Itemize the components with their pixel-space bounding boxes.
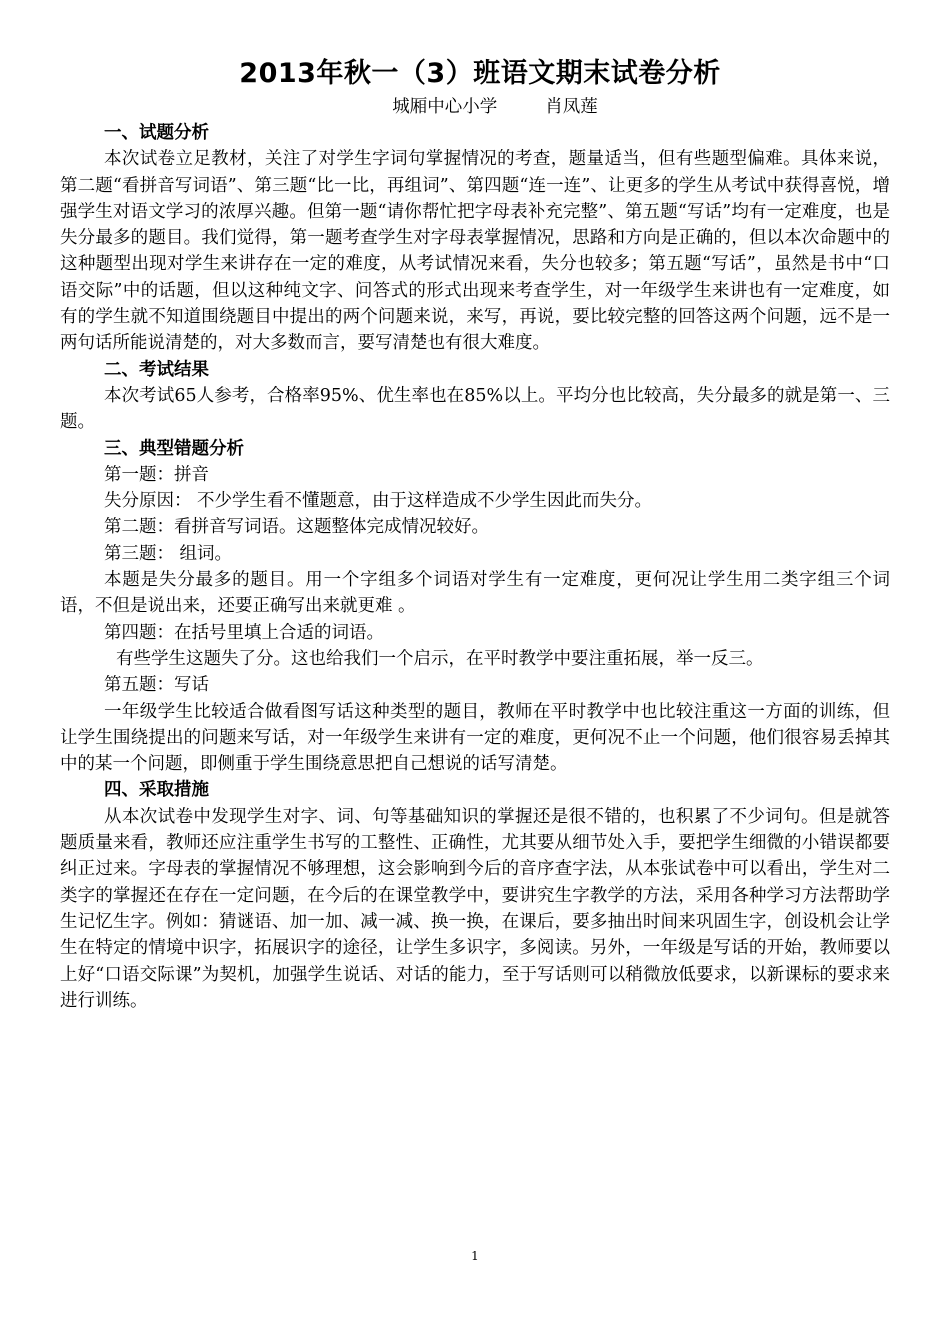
section-results-paragraph: 本次考试65人参考，合格率95%、优生率也在85%以上。平均分也比较高，失分最多的就是第一、三题。 [60, 385, 890, 433]
section-heading-measures: 四、采取措施 [104, 780, 209, 801]
section-heading-analysis: 一、试题分析 [104, 123, 209, 143]
question-3-title: 第三题： 组词。 [104, 543, 233, 564]
school-name: 城厢中心小学 [392, 97, 498, 117]
section-heading-errors: 三、典型错题分析 [104, 438, 244, 459]
question-5-title: 第五题：写话 [104, 675, 209, 696]
page-number: 1 [471, 1249, 479, 1263]
question-4-title: 第四题：在括号里填上合适的词语。 [104, 622, 384, 643]
question-5-paragraph: 一年级学生比较适合做看图写话这种类型的题目，教师在平时教学中也比较注重这一方面的训练，但让学生围绕提出的问题来写话，对一年级学生来讲有一定的难度，更何况不止一个问题，他们很容易丢掉其中的某一个问题，即侧重于学生围绕意思把自己想说的话写清楚。 [60, 701, 890, 775]
question-4-paragraph: 有些学生这题失了分。这也给我们一个启示，在平时教学中要注重拓展，举一反三。 [116, 648, 764, 669]
question-2-title: 第二题：看拼音写词语。这题整体完成情况较好。 [104, 517, 489, 538]
section-heading-results: 二、考试结果 [104, 359, 209, 380]
section-analysis-paragraph: 本次试卷立足教材，关注了对学生字词句掌握情况的考查，题量适当，但有些题型偏难。具体来说，第二题“看拼音写词语”、第三题“比一比，再组词”、第四题“连一连”、让更多的学生从考试中获得喜悦，增强学生对语文学习的浓厚兴趣。但第一题“请你帮忙把字母表补充完整”、第五题“写话”均有一定难度，也是失分最多的题目。我们觉得，第一题考查学生对字母表掌握情况，思路和方向是正确的，但以本次命题中的这种题型出现对学生来讲存在一定的难度，从考试情况来看，失分也较多；第五题“写话”，虽然是书中“口语交际”中的话题，但以这种纯文字、问答式的形式出现来考查学生，对一年级学生来讲也有一定难度，如有的学生就不知道围绕题目中提出的两个问题来说，来写，再说，要比较完整的回答这两个问题，远不是一两句话所能说清楚的，对大多数而言，要写清楚也有很大难度。 [60, 149, 890, 354]
section-measures-paragraph: 从本次试卷中发现学生对字、词、句等基础知识的掌握还是很不错的，也积累了不少词句。但是就答题质量来看，教师还应注重学生书写的工整性、正确性，尤其要从细节处入手，要把学生细微的小错误都要纠正过来。字母表的掌握情况不够理想，这会影响到今后的音序查字法，从本张试卷中可以看出，学生对二类字的掌握还在存在一定问题，在今后的在课堂教学中，要讲究生字教学的方法，采用各种学习方法帮助学生记忆生字。例如：猜谜语、加一加、减一减、换一换，在课后，要多抽出时间来巩固生字，创设机会让学生在特定的情境中识字，拓展识字的途径，让学生多识字，多阅读。另外，一年级是写话的开始，教师要以上好“口语交际课”为契机，加强学生说话、对话的能力，至于写话则可以稍微放低要求，以新课标的要求来进行训练。 [60, 806, 890, 1011]
document-page [60, 54, 890, 1014]
question-3-paragraph: 本题是失分最多的题目。用一个字组多个词语对学生有一定难度，更何况让学生用二类字组三个词语，不但是说出来，还要正确写出来就更难 。 [60, 570, 890, 617]
question-1-reason: 失分原因： 不少学生看不懂题意，由于这样造成不少学生因此而失分。 [104, 491, 653, 512]
author-name: 肖凤莲 [545, 97, 598, 117]
question-1-title: 第一题：拼音 [104, 464, 209, 485]
author-line [60, 94, 890, 120]
document-title: 2013年秋一（3）班语文期末试卷分析 [239, 58, 721, 89]
